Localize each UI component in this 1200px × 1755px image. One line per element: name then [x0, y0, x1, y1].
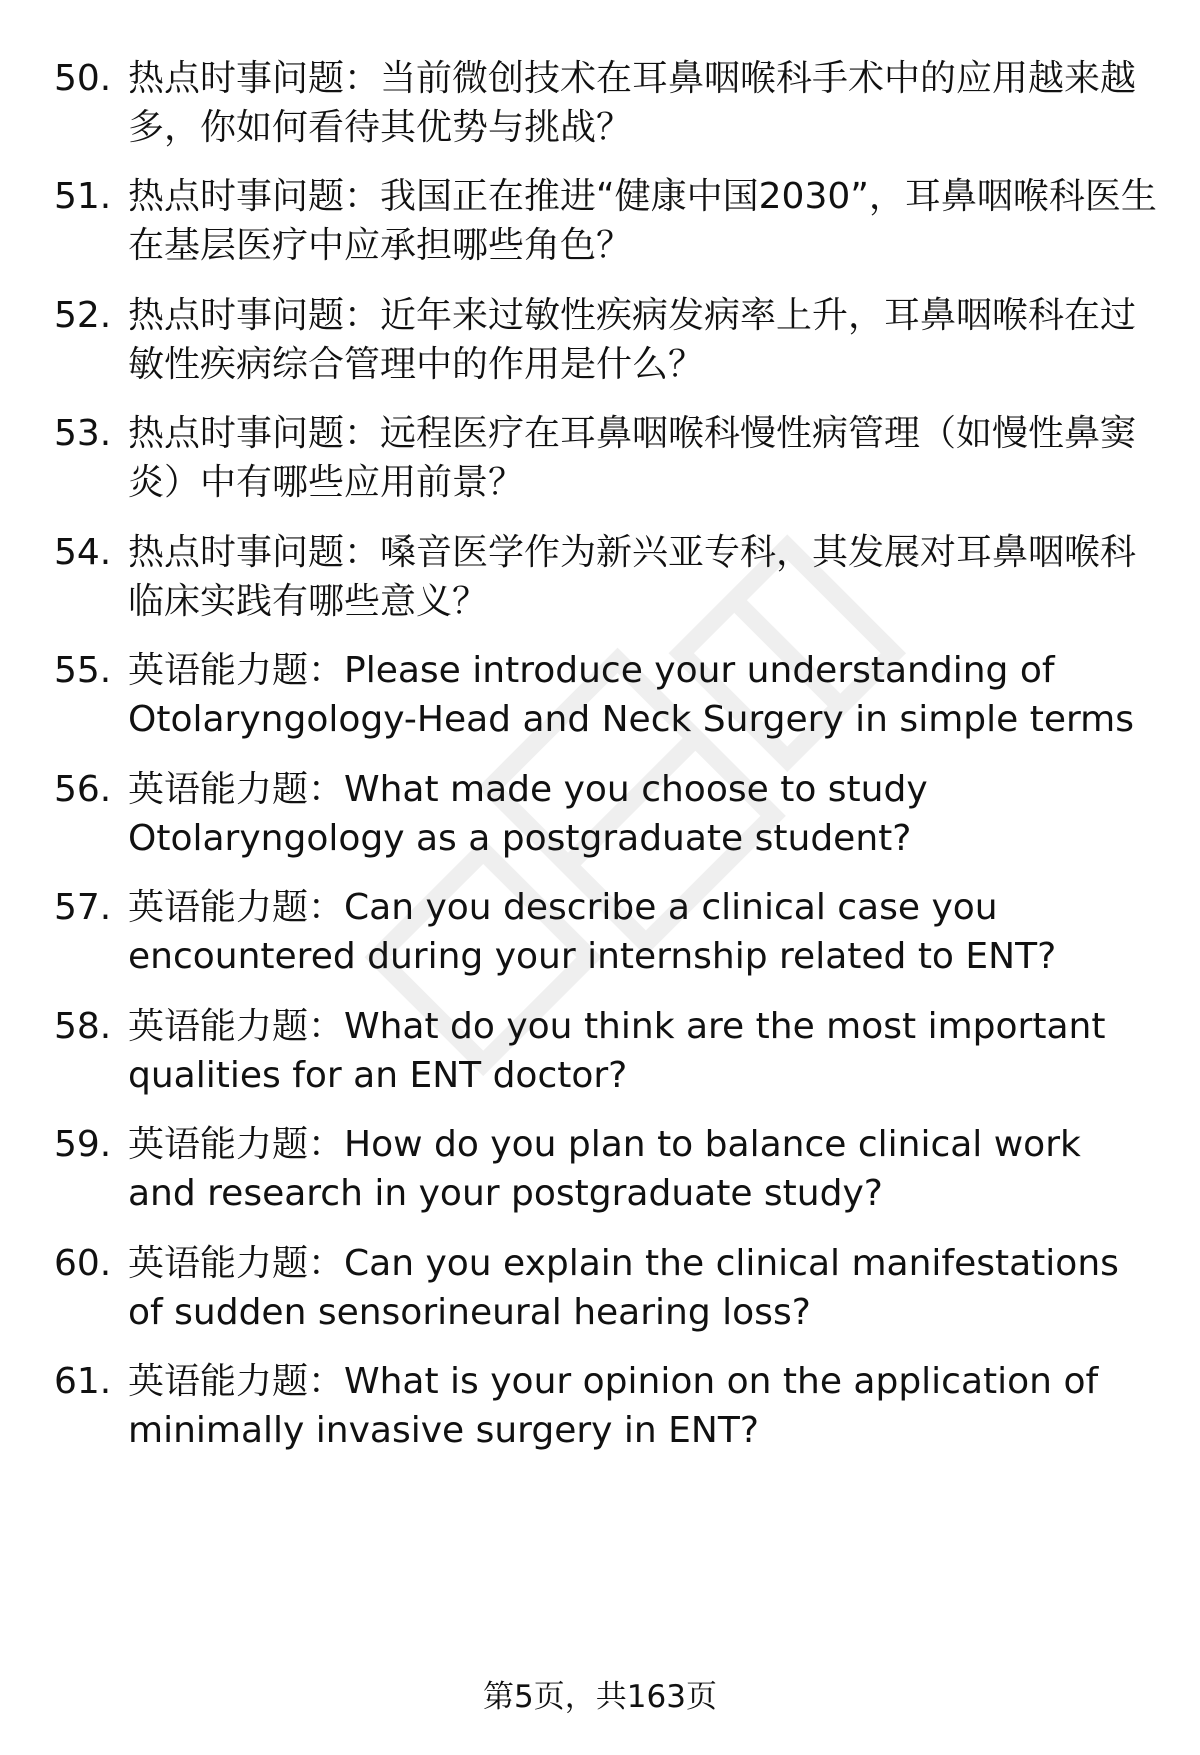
question-number: 57. [54, 887, 112, 928]
question-text: 英语能力题：What made you choose to study Otolaryngology as a postgraduate student? [128, 769, 928, 859]
question-number: 60. [54, 1243, 112, 1284]
question-text: 英语能力题：Can you describe a clinical case you encountered during your internship related to ENT? [128, 887, 1057, 977]
question-text: 热点时事问题：当前微创技术在耳鼻咽喉科手术中的应用越来越多，你如何看待其优势与挑战？ [128, 58, 1137, 148]
question-number: 55. [54, 650, 112, 691]
question-number: 52. [54, 295, 112, 336]
question-number: 59. [54, 1124, 112, 1165]
question-text: 英语能力题：What is your opinion on the application of minimally invasive surgery in ENT? [128, 1361, 1099, 1451]
page-indicator: 第5页，共163页 [483, 1679, 717, 1715]
question-number: 51. [54, 176, 112, 217]
question-number: 56. [54, 769, 112, 810]
question-number: 50. [54, 58, 112, 99]
question-text: 英语能力题：Please introduce your understanding of Otolaryngology-Head and Neck Surgery in simple terms [128, 650, 1134, 740]
question-text: 热点时事问题：远程医疗在耳鼻咽喉科慢性病管理（如慢性鼻窦炎）中有哪些应用前景？ [128, 413, 1137, 503]
question-text: 热点时事问题：我国正在推进“健康中国2030”，耳鼻咽喉科医生在基层医疗中应承担哪些角色？ [128, 176, 1157, 266]
question-number: 53. [54, 413, 112, 454]
question-text: 英语能力题：What do you think are the most important qualities for an ENT doctor? [128, 1006, 1106, 1096]
question-number: 54. [54, 532, 112, 573]
question-text: 英语能力题：How do you plan to balance clinical work and research in your postgraduate study? [128, 1124, 1081, 1214]
question-text: 英语能力题：Can you explain the clinical manifestations of sudden sensorineural hearing loss? [128, 1243, 1119, 1333]
question-number: 61. [54, 1361, 112, 1402]
question-text: 热点时事问题：近年来过敏性疾病发病率上升，耳鼻咽喉科在过敏性疾病综合管理中的作用是什么？ [128, 295, 1137, 385]
question-number: 58. [54, 1006, 112, 1047]
question-text: 热点时事问题：嗓音医学作为新兴亚专科，其发展对耳鼻咽喉科临床实践有哪些意义？ [128, 532, 1137, 622]
